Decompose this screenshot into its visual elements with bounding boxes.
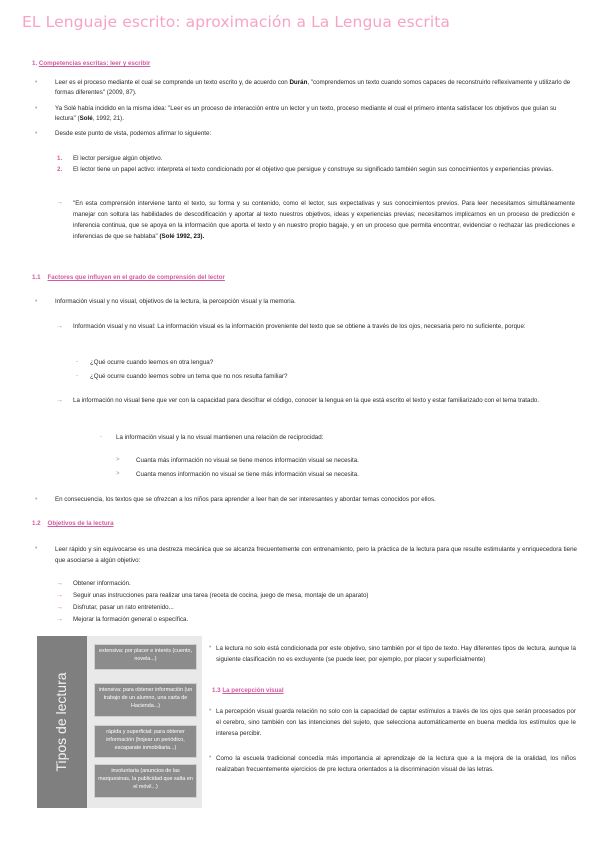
goal-item: Disfrutar, pasar un rato entretenido... bbox=[73, 604, 174, 611]
section-heading-1-2: 1.2 Objetivos de la lectura bbox=[32, 520, 114, 527]
paragraph-lectura-definicion: Leer es el proceso mediante el cual se comprende un texto escrito y, de acuerdo con Durán, "comprendemos un texto cuando somos capaces de reconstruirlo reflexivamente y utilizarlo de formas diferentes" (2009, 87). bbox=[55, 79, 571, 96]
paragraph-punto-vista: Desde este punto de vista, podemos afirmar lo siguiente: bbox=[55, 130, 212, 137]
bullet-icon: • bbox=[35, 545, 38, 552]
list-number: 1. bbox=[57, 155, 63, 162]
paragraph-info-visual: Información visual y no visual: La información visual es la información proveniente del texto que se obtiene a través de los ojos, necesaria pero no suficiente, porque: bbox=[73, 323, 526, 330]
dash-icon: - bbox=[100, 434, 102, 440]
list-item: Cuanta menos información no visual se tiene más información visual se necesita. bbox=[136, 471, 359, 478]
chevron-right-icon: > bbox=[116, 457, 120, 463]
bullet-icon: • bbox=[35, 105, 38, 112]
list-item: Cuanta más información no visual se tiene menos información visual se necesita. bbox=[136, 457, 359, 464]
page-title: EL Lenguaje escrito: aproximación a La Lengua escrita bbox=[22, 13, 451, 31]
paragraph-info-no-visual: La información no visual tiene que ver con la capacidad para descifrar el código, conocer la lengua en la que está escrito el texto y estar familiarizado con el tema tratado. bbox=[73, 397, 540, 404]
goal-item: Mejorar la formación general o específica. bbox=[73, 616, 189, 623]
goal-item: Obtener información. bbox=[73, 580, 131, 587]
goal-item: Seguir unas instrucciones para realizar una tarea (receta de cocina, juego de mesa, montaje de un aparato) bbox=[73, 592, 369, 599]
diagram-box-intensiva: intensiva: para obtener información (un trabajo de un alumno, una carta de Hacienda...) bbox=[94, 683, 197, 717]
section-heading-1 bbox=[32, 59, 150, 69]
paragraph-factores: Información visual y no visual, objetivos de la lectura, la percepción visual y la memoria. bbox=[55, 298, 296, 305]
section-heading-1-1: 1.1 Factores que influyen en el grado de comprensión del lector bbox=[32, 274, 225, 281]
diagram-side-panel bbox=[37, 636, 87, 808]
paragraph-reciprocidad: La información visual y la no visual mantienen una relación de reciprocidad: bbox=[116, 434, 324, 441]
list-item: El lector tiene un papel activo: interpreta el texto condicionado por el objetivo que persigue y construye su significado también según sus conocimientos y experiencias previas. bbox=[73, 166, 554, 173]
chevron-right-icon: > bbox=[116, 471, 120, 477]
diagram-side-label: Tipos de lectura bbox=[53, 672, 70, 772]
quote-sole: "En esta comprensión interviene tanto el texto, su forma y su contenido, como el lector, sus expectativas y sus conocimientos previos. Para leer necesitamos simultáneamente manejar con soltura las habilidades de descodificación y aportar al texto nuestros objetivos, ideas y experiencias previas; necesitamos implicarnos en un proceso de predicción e inferencia continua, que se apoya en la información que aporta el texto y en nuestro propio bagaje, y en un proceso que permita encontrar, evidenciar o rechazar las predicciones e inferencias de que se hablaba" (Solé 1992, 23). bbox=[73, 200, 575, 240]
arrow-right-icon: → bbox=[56, 592, 63, 599]
diagram-box-extensiva: extensiva: por placer e interés (cuento, novela...) bbox=[94, 644, 197, 670]
paragraph-escuela-tradicional: Como la escuela tradicional concedía más importancia al aprendizaje de la lectura que a la mejora de la oralidad, los niños realizaban frecuentemente ejercicios de pre lectura orientados a la discriminación visual de las letras. bbox=[216, 755, 576, 773]
bullet-icon: • bbox=[209, 644, 212, 651]
arrow-right-icon: → bbox=[56, 323, 63, 330]
paragraph-leer-rapido: Leer rápido y sin equivocarse es una destreza mecánica que se alcanza frecuentemente con entrenamiento, pero la práctica de la lectura para que resulte estimulante y enriquecedora tiene que asociarse a algún objetivo: bbox=[55, 546, 577, 564]
paragraph-sole: Ya Solé había incidido en la misma idea: "Leer es un proceso de interacción entre un lector y un texto, proceso mediante el cual el primero intenta satisfacer los objetivos que guían su lectura" (Solé, 1992, 21). bbox=[55, 105, 557, 122]
dash-icon: - bbox=[76, 373, 78, 379]
arrow-right-icon: → bbox=[56, 397, 63, 404]
arrow-right-icon: → bbox=[56, 616, 63, 623]
list-number: 2. bbox=[57, 166, 63, 173]
bullet-icon: • bbox=[209, 754, 212, 761]
tipos-lectura-diagram bbox=[37, 636, 202, 808]
arrow-right-icon: → bbox=[56, 604, 63, 611]
paragraph-percepcion: La percepción visual guarda relación no solo con la capacidad de captar estímulos a través de los ojos que serán procesados por el cerebro, sino también con las intenciones del sujeto, que selecciona automáticamente en buena medida los estímulos que le interesa percibir. bbox=[216, 708, 576, 737]
bullet-icon: • bbox=[35, 130, 38, 137]
bullet-icon: • bbox=[35, 79, 38, 86]
bullet-icon: • bbox=[35, 496, 38, 503]
dash-icon: - bbox=[76, 359, 78, 365]
bullet-icon: • bbox=[35, 298, 38, 305]
diagram-box-involuntaria: involuntaria (anuncios de las marquesinas, la publicidad que salta en el móvil...) bbox=[94, 764, 197, 798]
question-item: ¿Qué ocurre cuando leemos en otra lengua? bbox=[90, 359, 214, 366]
section-label: Competencias escritas: leer y escribir bbox=[38, 60, 151, 67]
section-heading-1-3: 1.3 La percepción visual bbox=[212, 687, 284, 694]
bullet-icon: • bbox=[209, 707, 212, 714]
paragraph-consecuencia: En consecuencia, los textos que se ofrezcan a los niños para aprender a leer han de ser interesantes y abordar temas conocidos por ellos. bbox=[55, 496, 436, 503]
question-item: ¿Qué ocurre cuando leemos sobre un tema que no nos resulta familiar? bbox=[90, 373, 288, 380]
arrow-right-icon: → bbox=[56, 199, 63, 206]
list-item: El lector persigue algún objetivo. bbox=[73, 155, 163, 162]
paragraph-tipo-texto: La lectura no solo está condicionada por este objetivo, sino también por el tipo de texto. Hay diferentes tipos de lectura, aunque la siguiente clasificación no es excluyente (se puede leer, por ejemplo, por placer y superficialmente) bbox=[216, 645, 576, 663]
arrow-right-icon: → bbox=[56, 580, 63, 587]
diagram-box-rapida: rápida y superficial: para obtener información (hojear un periódico, escaparate inmobiliaria...) bbox=[94, 725, 197, 758]
section-number: 1. bbox=[32, 60, 38, 67]
